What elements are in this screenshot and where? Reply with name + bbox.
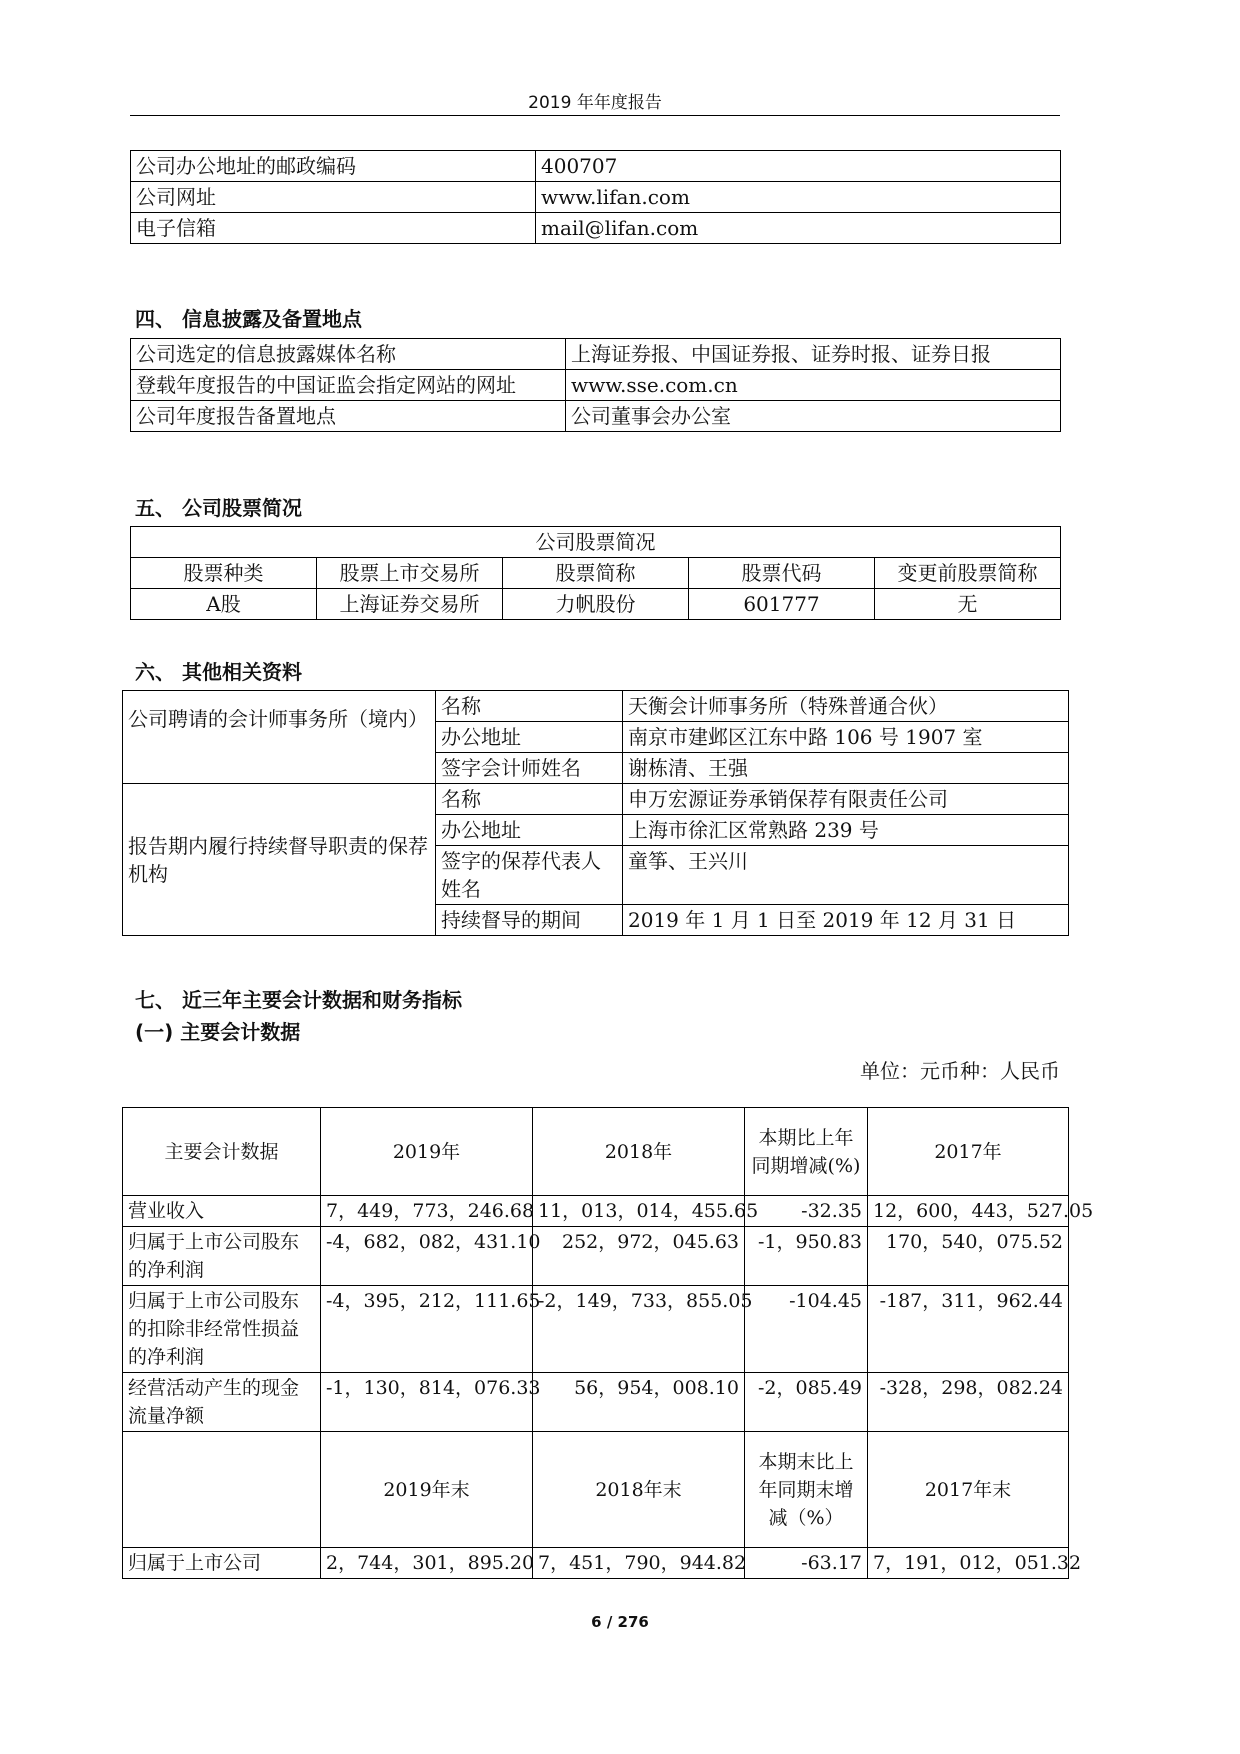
fin-header [123,1432,321,1548]
fin-label: 营业收入 [123,1196,321,1227]
fin-value: 56，954，008.10 [533,1373,745,1432]
contact-value: 400707 [536,151,1061,182]
fin-value: -1，130，814，076.33 [321,1373,533,1432]
fin-value: 12，600，443，527.05 [868,1196,1069,1227]
table-row [131,339,1061,370]
fin-label: 归属于上市公司股东的扣除非经常性损益的净利润 [123,1286,321,1373]
other-info-table [122,690,1069,936]
stock-header: 股票种类 [131,558,317,589]
auditor-value: 谢栋清、王强 [623,753,1069,784]
table-row [131,151,1061,182]
fin-change: -2，085.49 [745,1373,868,1432]
fin-label: 经营活动产生的现金流量净额 [123,1373,321,1432]
sponsor-key: 持续督导的期间 [436,905,623,936]
fin-label: 归属于上市公司 [123,1548,321,1579]
auditor-label: 公司聘请的会计师事务所（境内） [123,691,436,784]
auditor-value: 南京市建邺区江东中路 106 号 1907 室 [623,722,1069,753]
section-7-subheading: (一) 主要会计数据 [135,1020,301,1044]
fin-value: 252，972，045.63 [533,1227,745,1286]
fin-change: -63.17 [745,1548,868,1579]
disclosure-label: 公司选定的信息披露媒体名称 [131,339,566,370]
table-row [123,1108,1069,1196]
sponsor-key: 签字的保荐代表人姓名 [436,846,623,905]
stock-table [130,526,1061,620]
disclosure-label: 登载年度报告的中国证监会指定网站的网址 [131,370,566,401]
sponsor-value: 申万宏源证券承销保荐有限责任公司 [623,784,1069,815]
contact-table [130,150,1061,244]
stock-cell: 无 [875,589,1061,620]
table-row [123,1548,1069,1579]
fin-header: 2019年末 [321,1432,533,1548]
table-row [123,1196,1069,1227]
fin-value: -187，311，962.44 [868,1286,1069,1373]
disclosure-label: 公司年度报告备置地点 [131,401,566,432]
table-row [131,182,1061,213]
page-number: 6 / 276 [591,1613,649,1631]
fin-value: 170，540，075.52 [868,1227,1069,1286]
auditor-key: 名称 [436,691,623,722]
fin-change: -32.35 [745,1196,868,1227]
sponsor-value: 上海市徐汇区常熟路 239 号 [623,815,1069,846]
contact-label: 电子信箱 [131,213,536,244]
fin-value: -4，682，082，431.10 [321,1227,533,1286]
table-row [131,558,1061,589]
stock-header: 股票上市交易所 [317,558,503,589]
sponsor-value: 童筝、王兴川 [623,846,1069,905]
fin-change: -1，950.83 [745,1227,868,1286]
contact-label: 公司网址 [131,182,536,213]
section-6-heading: 六、 其他相关资料 [135,660,302,684]
fin-value: 11，013，014，455.65 [533,1196,745,1227]
fin-value: -328，298，082.24 [868,1373,1069,1432]
fin-header: 2019年 [321,1108,533,1196]
fin-value: -4，395，212，111.65 [321,1286,533,1373]
stock-header: 变更前股票简称 [875,558,1061,589]
table-row [131,527,1061,558]
fin-header: 2017年 [868,1108,1069,1196]
auditor-key: 办公地址 [436,722,623,753]
fin-label: 归属于上市公司股东的净利润 [123,1227,321,1286]
table-row [131,401,1061,432]
fin-change: -104.45 [745,1286,868,1373]
fin-value: 7，449，773，246.68 [321,1196,533,1227]
table-row [131,589,1061,620]
fin-header: 本期末比上年同期末增减（%） [745,1432,868,1548]
stock-cell: 上海证券交易所 [317,589,503,620]
table-row [131,370,1061,401]
disclosure-value: 上海证券报、中国证券报、证券时报、证券日报 [566,339,1061,370]
sponsor-value: 2019 年 1 月 1 日至 2019 年 12 月 31 日 [623,905,1069,936]
table-row [131,213,1061,244]
stock-cell: A股 [131,589,317,620]
table-row [123,1373,1069,1432]
table-row [123,1432,1069,1548]
fin-header: 主要会计数据 [123,1108,321,1196]
fin-value: -2，149，733，855.05 [533,1286,745,1373]
fin-value: 7，191，012，051.32 [868,1548,1069,1579]
auditor-key: 签字会计师姓名 [436,753,623,784]
fin-header: 本期比上年同期增减(%) [745,1108,868,1196]
page-header: 2019 年年度报告 [528,93,662,113]
stock-header: 股票简称 [503,558,689,589]
contact-value: mail@lifan.com [536,213,1061,244]
contact-value: www.lifan.com [536,182,1061,213]
fin-value: 2，744，301，895.20 [321,1548,533,1579]
disclosure-value: 公司董事会办公室 [566,401,1061,432]
fin-value: 7，451，790，944.82 [533,1548,745,1579]
stock-cell: 601777 [689,589,875,620]
fin-header: 2017年末 [868,1432,1069,1548]
stock-header: 股票代码 [689,558,875,589]
header-rule [130,115,1060,116]
stock-cell: 力帆股份 [503,589,689,620]
sponsor-key: 名称 [436,784,623,815]
contact-label: 公司办公地址的邮政编码 [131,151,536,182]
unit-label: 单位：元币种：人民币 [860,1059,1060,1083]
table-row [123,1227,1069,1286]
auditor-value: 天衡会计师事务所（特殊普通合伙） [623,691,1069,722]
disclosure-table [130,338,1061,432]
fin-header: 2018年 [533,1108,745,1196]
table-row [123,691,1069,722]
sponsor-key: 办公地址 [436,815,623,846]
stock-table-title: 公司股票简况 [131,527,1061,558]
table-row [123,784,1069,815]
table-row [123,1286,1069,1373]
disclosure-value: www.sse.com.cn [566,370,1061,401]
sponsor-label: 报告期内履行持续督导职责的保荐机构 [123,784,436,936]
section-7-heading: 七、 近三年主要会计数据和财务指标 [135,988,462,1012]
fin-header: 2018年末 [533,1432,745,1548]
section-5-heading: 五、 公司股票简况 [135,496,302,520]
section-4-heading: 四、 信息披露及备置地点 [135,307,362,331]
financial-table [122,1107,1094,1579]
